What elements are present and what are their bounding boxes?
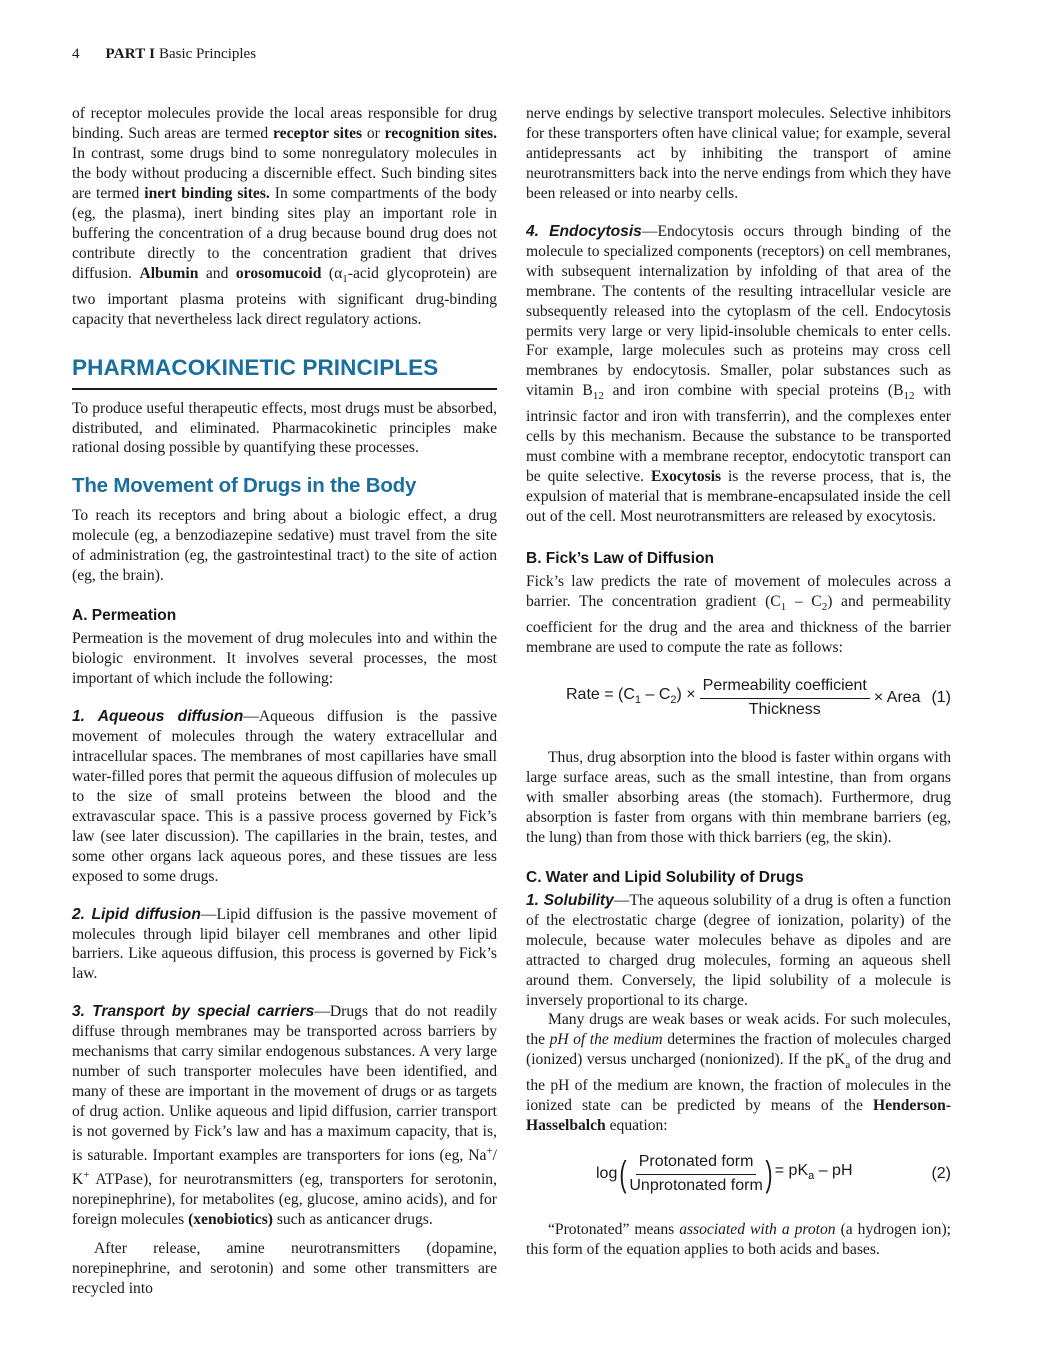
right-paren: ): [765, 1153, 773, 1195]
aqueous-diffusion-paragraph: [72, 707, 497, 887]
text: = pK: [774, 1162, 809, 1180]
term-xenobiotics: (xenobiotics): [188, 1211, 273, 1229]
text: – pH: [814, 1162, 853, 1180]
text: of receptor molecules provide the local areas responsible for drug binding. Such areas are termed: [72, 105, 497, 142]
subscript: 2: [670, 694, 677, 707]
text: -acid glycoprotein) are two important plasma proteins with significant drug-binding capacity that nevertheless lack direct regulatory actions.: [72, 264, 497, 328]
text: is the reverse process, that is, the expulsion of material that is membrane-encapsulated inside the cell out of the cell. Most neurotransmitters are released by exocytosis.: [526, 468, 951, 526]
text: Fick’s law predicts the rate of movement of molecules across a barrier. The concentration gradient (C: [526, 573, 951, 611]
term-inert-binding-sites: inert binding sites.: [144, 184, 270, 202]
equation-1-number: (1): [931, 689, 951, 707]
text: ) ×: [676, 685, 696, 703]
running-header: [72, 46, 256, 63]
weak-acids-paragraph: [526, 1010, 951, 1136]
eq2-log: log: [596, 1165, 618, 1183]
eq2-rhs: [775, 1161, 853, 1187]
text: Rate = (C: [566, 685, 635, 703]
superscript: +: [486, 1145, 493, 1158]
text: —The aqueous solubility of a drug is often a function of the electrostatic charge (degree of ionization, polarity) of the molecule, because water molecules behave as dipoles and are attracted to charged drug molecules, forming an aqueous shell around them. Conversely, the lipid solubility of a molecule is inversely proportional to its charge.: [526, 891, 951, 1009]
term-henderson-hasselbalch: Henderson-Hasselbalch: [526, 1097, 951, 1135]
movement-paragraph: To reach its receptors and bring about a biologic effect, a drug molecule (eg, a benzodiazepine sedative) must travel from the site of administration (eg, the gastrointestinal tract) to the site of action (eg, the brain).: [72, 507, 497, 585]
eq2-denominator: Unprotonated form: [629, 1177, 763, 1195]
section-heading-pharmacokinetic: PHARMACOKINETIC PRINCIPLES: [72, 358, 497, 390]
text: and: [198, 264, 236, 282]
term-solubility: 1. Solubility: [526, 891, 614, 909]
text: – C: [641, 685, 671, 703]
text: or: [362, 124, 385, 142]
transport-carriers-paragraph: [72, 1002, 497, 1230]
subscript: 1: [634, 694, 642, 707]
superscript: +: [83, 1169, 90, 1182]
term-exocytosis: Exocytosis: [650, 468, 722, 486]
eq1-denominator: Thickness: [748, 701, 821, 718]
left-paren: (: [619, 1153, 627, 1195]
eq2-fraction: [629, 1152, 762, 1196]
permeation-paragraph: Permeation is the movement of drug molecules into and within the biologic environment. It involves several processes, the most important of which include the following:: [72, 630, 497, 688]
subscript: 1: [342, 272, 348, 285]
text: ATPase), for neurotransmitters (eg, transporters for serotonin, norepinephrine), for metabolites (eg, glucose, amino acids), and for foreign molecules: [72, 1171, 497, 1229]
eq1-fraction: [700, 676, 870, 720]
text: In contrast, some drugs bind to some nonregulatory molecules in the body without producing a discernible effect. Such binding sites are termed: [72, 144, 497, 202]
eq1-numerator: Permeability coefficient: [700, 676, 870, 699]
transport-inhibitors-paragraph: nerve endings by selective transport molecules. Selective inhibitors for these transporters often have clinical value; for example, several antidepressants act by inhibiting the transport of amine neurotransmitters back into the nerve endings from which they have been released or into nearby cells.: [526, 105, 951, 202]
text: (a hydrogen ion); this form of the equation applies to both acids and bases.: [526, 1221, 951, 1259]
term-recognition-sites: recognition sites.: [384, 124, 497, 142]
term-orosomucoid: orosomucoid: [235, 264, 322, 282]
left-column: [72, 104, 497, 1299]
emphasis-associated-proton: associated with a proton: [679, 1221, 836, 1239]
text: —Lipid diffusion is the passive movement of molecules through lipid bilayer cell membranes and other lipid barriers. Like aqueous diffusion, this process is governed by Fick’s law.: [72, 905, 498, 983]
endocytosis-paragraph: [526, 222, 951, 527]
section-heading-movement: The Movement of Drugs in the Body: [72, 474, 417, 498]
equation-1-body: [566, 676, 921, 720]
equation-2-body: [596, 1152, 853, 1196]
eq1-lhs: [566, 685, 696, 711]
subscript: 12: [592, 390, 604, 403]
subheading-ficks-law: B. Fick’s Law of Diffusion: [526, 550, 715, 568]
equation-2: [526, 1152, 951, 1200]
recycling-paragraph: After release, amine neurotransmitters (dopamine, norepinephrine, and serotonin) and some other transmitters are recycled into: [72, 1240, 497, 1298]
text: of the drug and the pH of the medium are known, the fraction of molecules in the ionized state can be predicted by means of the: [526, 1051, 952, 1115]
ficks-law-paragraph: [526, 572, 951, 658]
text: with intrinsic factor and iron with transferrin), and the complexes enter cells by this mechanism. Because the substance to be transported must combine with a membrane receptor, endocytotic transport can be quite selective.: [526, 382, 951, 486]
equation-1: [526, 676, 951, 724]
text: determines the fraction of molecules charged (ionized) versus uncharged (nonionized). If the pK: [526, 1031, 951, 1069]
text: In some compartments of the body (eg, the plasma), inert binding sites play an important role in buffering the concentration of a drug because bound drug does not contribute directly to the concentration gradient that drives diffusion.: [72, 184, 497, 282]
equation-2-number: (2): [931, 1165, 951, 1183]
subscript: a: [808, 1170, 815, 1183]
text: – C: [786, 593, 822, 611]
text: —Drugs that do not readily diffuse through membranes may be transported across barriers by mechanisms that carry similar endogenous substances. A very large number of such transporter molecules have been identified, and many of these are important in the movement of drugs or as targets of drug action. Unlike aqueous and lipid diffusion, carrier transport is not governed by Fick’s law and has a maximum capacity, that is, is saturable. Important examples are transporters for ions (eg, Na: [72, 1003, 497, 1165]
term-lipid-diffusion: 2. Lipid diffusion: [72, 905, 201, 923]
absorption-paragraph: Thus, drug absorption into the blood is faster within organs with large surface areas, such as the small intestine, than from organs with smaller absorbing areas (the stomach). Furthermore, drug absorption is faster from organs with thin membrane barriers (eg, the lung) than from those with thick barriers (eg, the skin).: [526, 749, 951, 846]
term-receptor-sites: receptor sites: [273, 124, 363, 142]
term-transport-carriers: 3. Transport by special carriers: [72, 1003, 315, 1021]
text: ) and permeability coefficient for the drug and the area and thickness of the barrier membrane are used to compute the rate as follows:: [526, 593, 951, 657]
text: —Aqueous diffusion is the passive movement of molecules through the watery extracellular and intracellular spaces. The membranes of most capillaries have small water-filled pores that permit the aqueous diffusion of molecules up to the size of small proteins between the blood and the extravascular space. This is a passive process governed by Fick’s law (see later discussion). The capillaries in the brain, testes, and some other organs lack aqueous pores, and these tissues are less exposed to some drugs.: [72, 707, 498, 885]
eq2-numerator: Protonated form: [636, 1152, 757, 1175]
lipid-diffusion-paragraph: [72, 905, 497, 985]
solubility-paragraph: [526, 891, 951, 1011]
subheading-permeation: A. Permeation: [72, 607, 177, 625]
part-title: Basic Principles: [158, 46, 257, 62]
subscript: 2: [821, 601, 828, 614]
eq1-tail: × Area: [873, 689, 921, 707]
term-albumin: Albumin: [139, 264, 199, 282]
page-number: 4: [72, 46, 80, 62]
subscript: 1: [780, 601, 787, 614]
text: Many drugs are weak bases or weak acids. For such molecules, the: [526, 1011, 951, 1049]
text: “Protonated” means: [548, 1221, 680, 1239]
term-aqueous-diffusion: 1. Aqueous diffusion: [72, 707, 244, 725]
text: equation:: [605, 1117, 668, 1135]
right-column: [526, 104, 951, 1260]
part-number: PART I: [105, 46, 156, 62]
text: such as anticancer drugs.: [272, 1211, 433, 1229]
part-label: [106, 46, 257, 63]
text: / K: [72, 1147, 497, 1189]
protonated-paragraph: [526, 1220, 951, 1260]
subscript: 12: [903, 390, 915, 403]
text: —Endocytosis occurs through binding of the molecule to specialized components (receptors) on cell membranes, with subsequent internalization by infolding of that area of the membrane. The contents of the resulting intracellular vesicle are subsequently released into the cytoplasm of the cell. Endocytosis permits very large or very lipid-insoluble chemicals to enter cells. For example, large molecules such as proteins may cross cell membranes by endocytosis. Smaller, polar substances such as vitamin B: [526, 222, 951, 400]
text: and iron combine with special proteins (B: [603, 382, 904, 400]
subscript: a: [845, 1059, 851, 1072]
pharmacokinetic-intro: To produce useful therapeutic effects, most drugs must be absorbed, distributed, and eliminated. Pharmacokinetic principles make rational dosing possible by quantifying these processes.: [72, 399, 497, 457]
receptor-sites-paragraph: [72, 104, 497, 330]
subheading-water-lipid: C. Water and Lipid Solubility of Drugs: [526, 868, 804, 886]
text: (α: [321, 264, 343, 282]
term-endocytosis: 4. Endocytosis: [526, 222, 642, 240]
emphasis-ph-medium: pH of the medium: [549, 1031, 663, 1049]
